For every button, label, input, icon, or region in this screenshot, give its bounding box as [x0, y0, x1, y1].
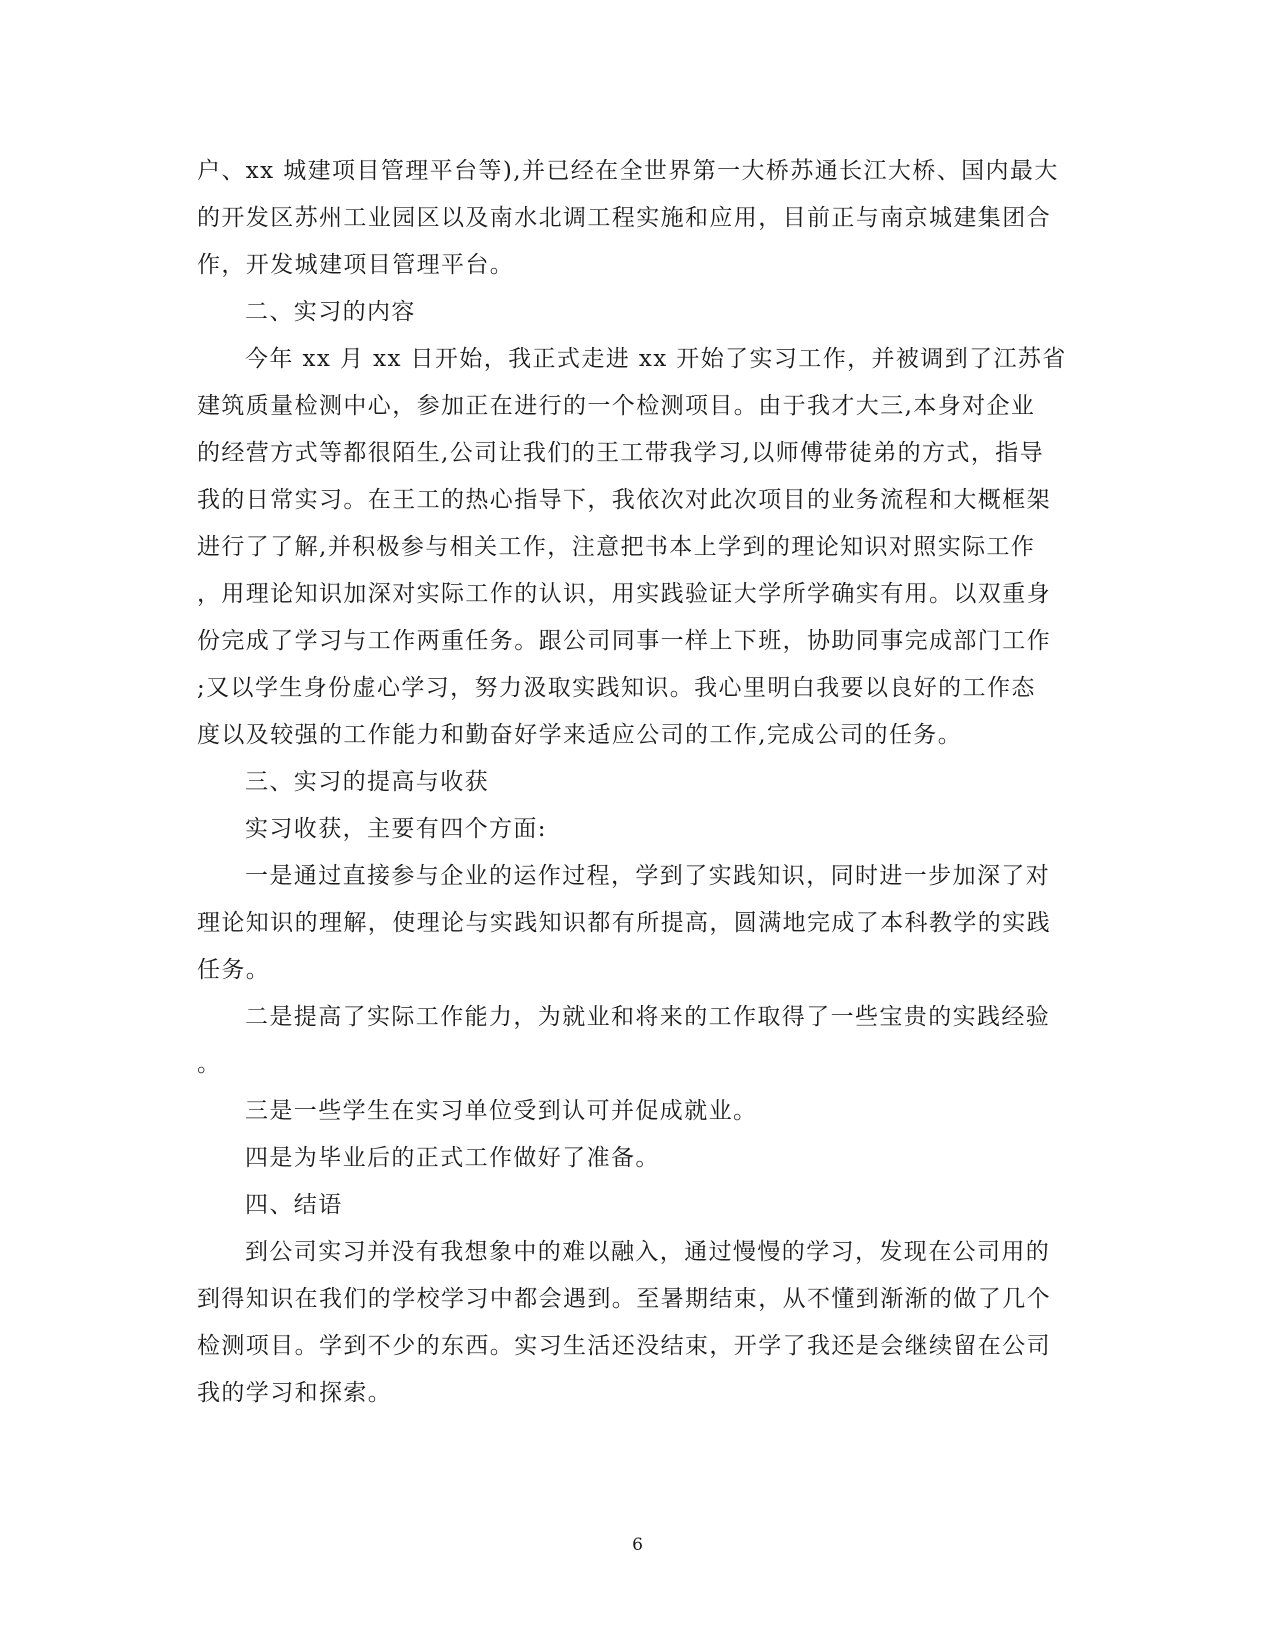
text-line: ;又以学生身份虚心学习，努力汲取实践知识。我心里明白我要以良好的工作态	[197, 675, 1036, 701]
text-line: 二是提高了实际工作能力，为就业和将来的工作取得了一些宝贵的实践经验	[245, 1004, 1051, 1030]
text-line: 进行了了解,并积极参与相关工作，注意把书本上学到的理论知识对照实际工作	[197, 534, 1036, 560]
text-line: ，用理论知识加深对实际工作的认识，用实践验证大学所学确实有用。以双重身	[197, 581, 1051, 607]
text-line: 户、xx 城建项目管理平台等),并已经在全世界第一大桥苏通长江大桥、国内最大	[197, 158, 1059, 184]
text-line: 到公司实习并没有我想象中的难以融入，通过慢慢的学习，发现在公司用的	[245, 1239, 1051, 1265]
text-line: 今年 xx 月 xx 日开始，我正式走进 xx 开始了实习工作，并被调到了江苏省	[245, 346, 1067, 372]
text-line: 度以及较强的工作能力和勤奋好学来适应公司的工作,完成公司的任务。	[197, 722, 963, 748]
section-heading: 四、结语	[245, 1192, 343, 1218]
text-line: 我的日常实习。在王工的热心指导下，我依次对此次项目的业务流程和大概框架	[197, 487, 1051, 513]
text-line: 检测项目。学到不少的东西。实习生活还没结束，开学了我还是会继续留在公司	[197, 1333, 1051, 1359]
page-number: 6	[632, 1535, 643, 1555]
text-line: 。	[197, 1051, 222, 1077]
text-line: 实习收获，主要有四个方面:	[245, 816, 547, 842]
text-line: 任务。	[197, 957, 271, 983]
text-line: 的经营方式等都很陌生,公司让我们的王工带我学习,以师傅带徒弟的方式，指导	[197, 440, 1045, 466]
text-line: 一是通过直接参与企业的运作过程，学到了实践知识，同时进一步加深了对	[245, 863, 1051, 889]
text-line: 理论知识的理解，使理论与实践知识都有所提高，圆满地完成了本科教学的实践	[197, 910, 1051, 936]
text-line: 作，开发城建项目管理平台。	[197, 252, 515, 278]
text-line: 到得知识在我们的学校学习中都会遇到。至暑期结束，从不懂到渐渐的做了几个	[197, 1286, 1051, 1312]
section-heading: 三、实习的提高与收获	[245, 769, 489, 795]
text-line: 三是一些学生在实习单位受到认可并促成就业。	[245, 1098, 758, 1124]
text-line: 建筑质量检测中心，参加正在进行的一个检测项目。由于我才大三,本身对企业	[197, 393, 1036, 419]
section-heading: 二、实习的内容	[245, 299, 416, 325]
text-line: 的开发区苏州工业园区以及南水北调工程实施和应用，目前正与南京城建集团合	[197, 205, 1051, 231]
text-line: 我的学习和探索。	[197, 1380, 393, 1406]
text-line: 份完成了学习与工作两重任务。跟公司同事一样上下班，协助同事完成部门工作	[197, 628, 1051, 654]
text-line: 四是为毕业后的正式工作做好了准备。	[245, 1145, 660, 1171]
